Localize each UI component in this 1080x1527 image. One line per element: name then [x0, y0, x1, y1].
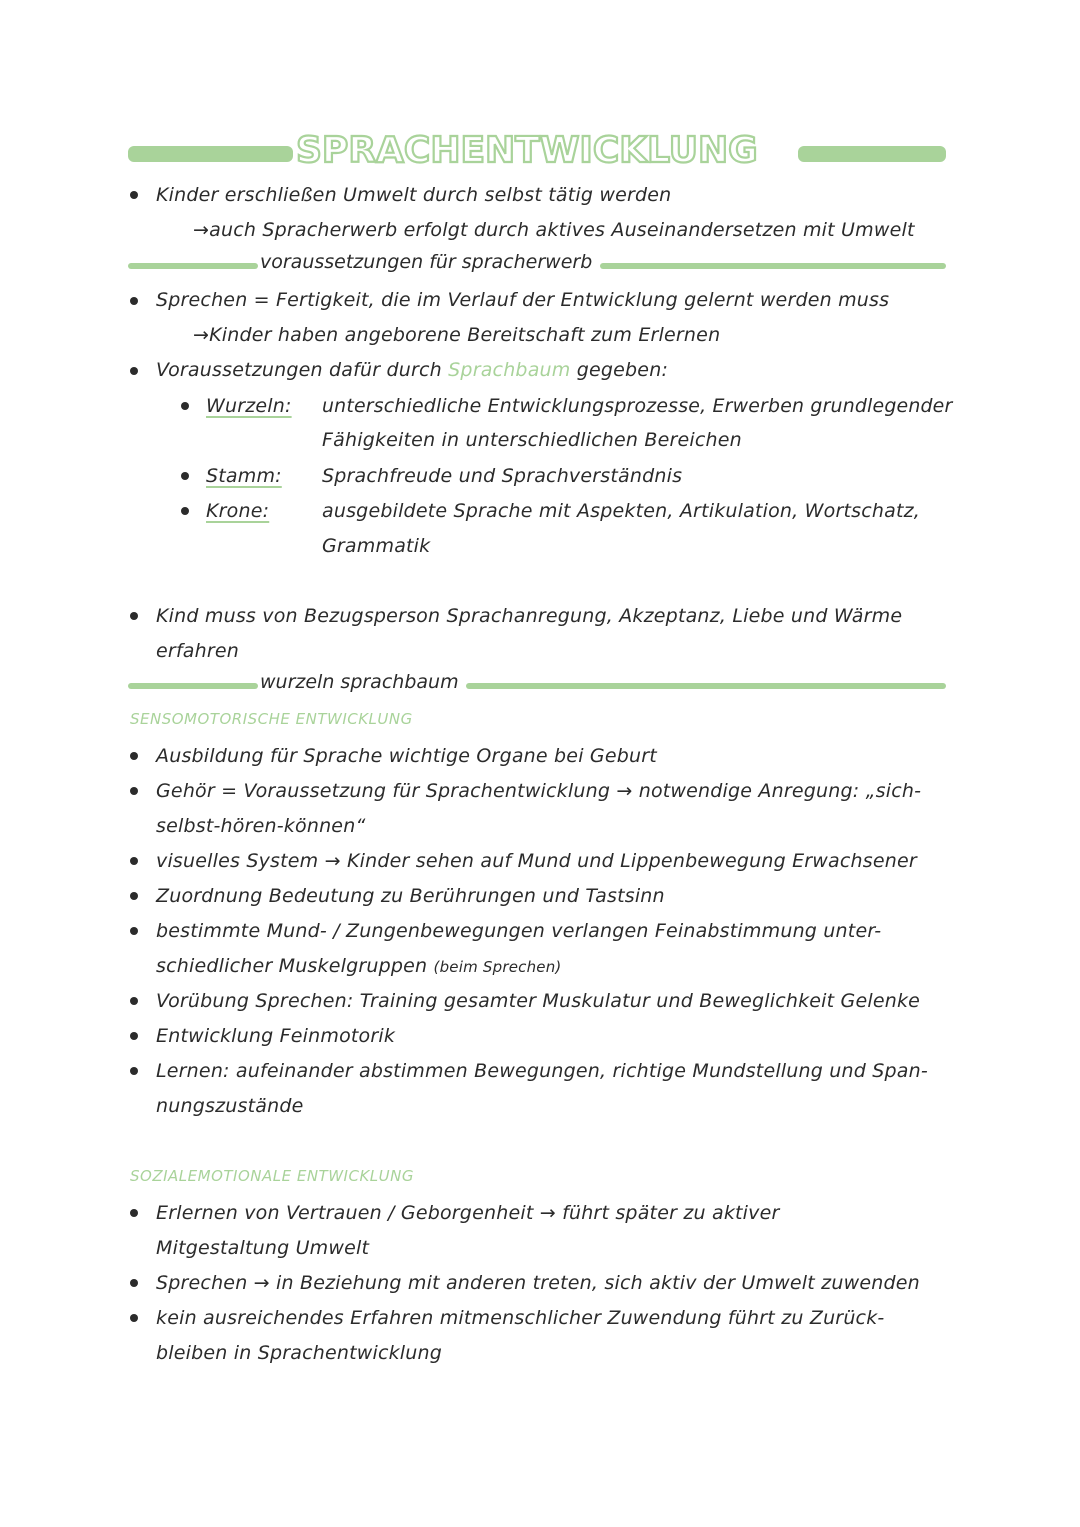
senso-item-4: Zuordnung Bedeutung zu Berührungen und Tastsinn [156, 885, 665, 907]
subheading-sensomotorisch: SENSOMOTORISCHE ENTWICKLUNG [130, 710, 413, 728]
tree-desc-krone-1: ausgebildete Sprache mit Aspekten, Artikulation, Wortschatz, [322, 500, 921, 522]
tree-term-wurzeln: Wurzeln: [206, 395, 292, 417]
section-header-wurzeln [128, 671, 946, 701]
bullet [130, 1067, 138, 1075]
senso-item-5-l2-main: schiedlicher Muskelgruppen [156, 955, 428, 977]
bullet [130, 1279, 138, 1287]
bullet [181, 472, 189, 480]
s1-sub-1: →Kinder haben angeborene Bereitschaft zum Erlernen [193, 324, 721, 346]
senso-item-1: Ausbildung für Sprache wichtige Organe bei Geburt [156, 745, 657, 767]
senso-item-2-l2: selbst-hören-können“ [156, 815, 366, 837]
sozial-item-2: Sprechen → in Beziehung mit anderen treten, sich aktiv der Umwelt zuwenden [156, 1272, 920, 1294]
sozial-item-1-l1: Erlernen von Vertrauen / Geborgenheit → führt später zu aktiver [156, 1202, 780, 1224]
s1-bullet-1: Sprechen = Fertigkeit, die im Verlauf der Entwicklung gelernt werden muss [156, 289, 890, 311]
bullet [181, 402, 189, 410]
s1-bullet-3-line2: erfahren [156, 640, 240, 662]
bullet [130, 857, 138, 865]
tree-desc-wurzeln-1: unterschiedliche Entwicklungsprozesse, Erwerben grundlegender [322, 395, 953, 417]
s1-b2-pre: Voraussetzungen dafür durch [156, 359, 442, 381]
bullet [181, 507, 189, 515]
bullet [130, 612, 138, 620]
intro-sub-1: →auch Spracherwerb erfolgt durch aktives Auseinandersetzen mit Umwelt [193, 219, 915, 241]
senso-item-2-l1: Gehör = Voraussetzung für Sprachentwicklung → notwendige Anregung: „sich- [156, 780, 922, 802]
bullet [130, 1032, 138, 1040]
page-title: SPRACHENTWICKLUNG [296, 130, 758, 171]
tree-desc-stamm: Sprachfreude und Sprachverständnis [322, 465, 683, 487]
bullet [130, 1209, 138, 1217]
s1-bullet-3-line1: Kind muss von Bezugsperson Sprachanregung, Akzeptanz, Liebe und Wärme [156, 605, 903, 627]
section-bar-left [128, 683, 258, 689]
title-bar-left [128, 146, 293, 162]
section-bar-right [466, 683, 946, 689]
senso-item-8-l1: Lernen: aufeinander abstimmen Bewegungen, richtige Mundstellung und Span- [156, 1060, 928, 1082]
intro-bullet-1: Kinder erschließen Umwelt durch selbst tätig werden [156, 184, 672, 206]
bullet [130, 367, 138, 375]
tree-desc-wurzeln-2: Fähigkeiten in unterschiedlichen Bereichen [322, 429, 742, 451]
section-label: wurzeln sprachbaum [260, 671, 459, 693]
senso-item-3: visuelles System → Kinder sehen auf Mund und Lippenbewegung Erwachsener [156, 850, 917, 872]
title-row [128, 128, 946, 178]
senso-item-6: Vorübung Sprechen: Training gesamter Muskulatur und Beweglichkeit Gelenke [156, 990, 921, 1012]
sozial-item-3-l1: kein ausreichendes Erfahren mitmenschlicher Zuwendung führt zu Zurück- [156, 1307, 885, 1329]
tree-term-krone: Krone: [206, 500, 270, 522]
sprachbaum-highlight: Sprachbaum [448, 359, 571, 381]
bullet [130, 787, 138, 795]
section-label: voraussetzungen für spracherwerb [260, 251, 593, 273]
section-bar-left [128, 263, 258, 269]
section-header-voraussetzungen [128, 251, 946, 281]
senso-item-5-l1: bestimmte Mund- / Zungenbewegungen verlangen Feinabstimmung unter- [156, 920, 882, 942]
senso-item-5-l2-note: (beim Sprechen) [433, 958, 562, 976]
s1-bullet-2 [156, 358, 668, 382]
title-bar-right [798, 146, 946, 162]
bullet [130, 297, 138, 305]
tree-desc-krone-2: Grammatik [322, 535, 431, 557]
s1-b2-post: gegeben: [576, 359, 669, 381]
bullet [130, 1314, 138, 1322]
bullet [130, 752, 138, 760]
senso-item-7: Entwicklung Feinmotorik [156, 1025, 396, 1047]
sozial-item-1-l2: Mitgestaltung Umwelt [156, 1237, 370, 1259]
tree-term-stamm: Stamm: [206, 465, 282, 487]
senso-item-5-l2 [156, 954, 561, 979]
senso-item-8-l2: nungszustände [156, 1095, 304, 1117]
sozial-item-3-l2: bleiben in Sprachentwicklung [156, 1342, 443, 1364]
bullet [130, 892, 138, 900]
section-bar-right [600, 263, 946, 269]
bullet [130, 997, 138, 1005]
bullet [130, 191, 138, 199]
subheading-sozialemotional: SOZIALEMOTIONALE ENTWICKLUNG [130, 1167, 414, 1185]
bullet [130, 927, 138, 935]
